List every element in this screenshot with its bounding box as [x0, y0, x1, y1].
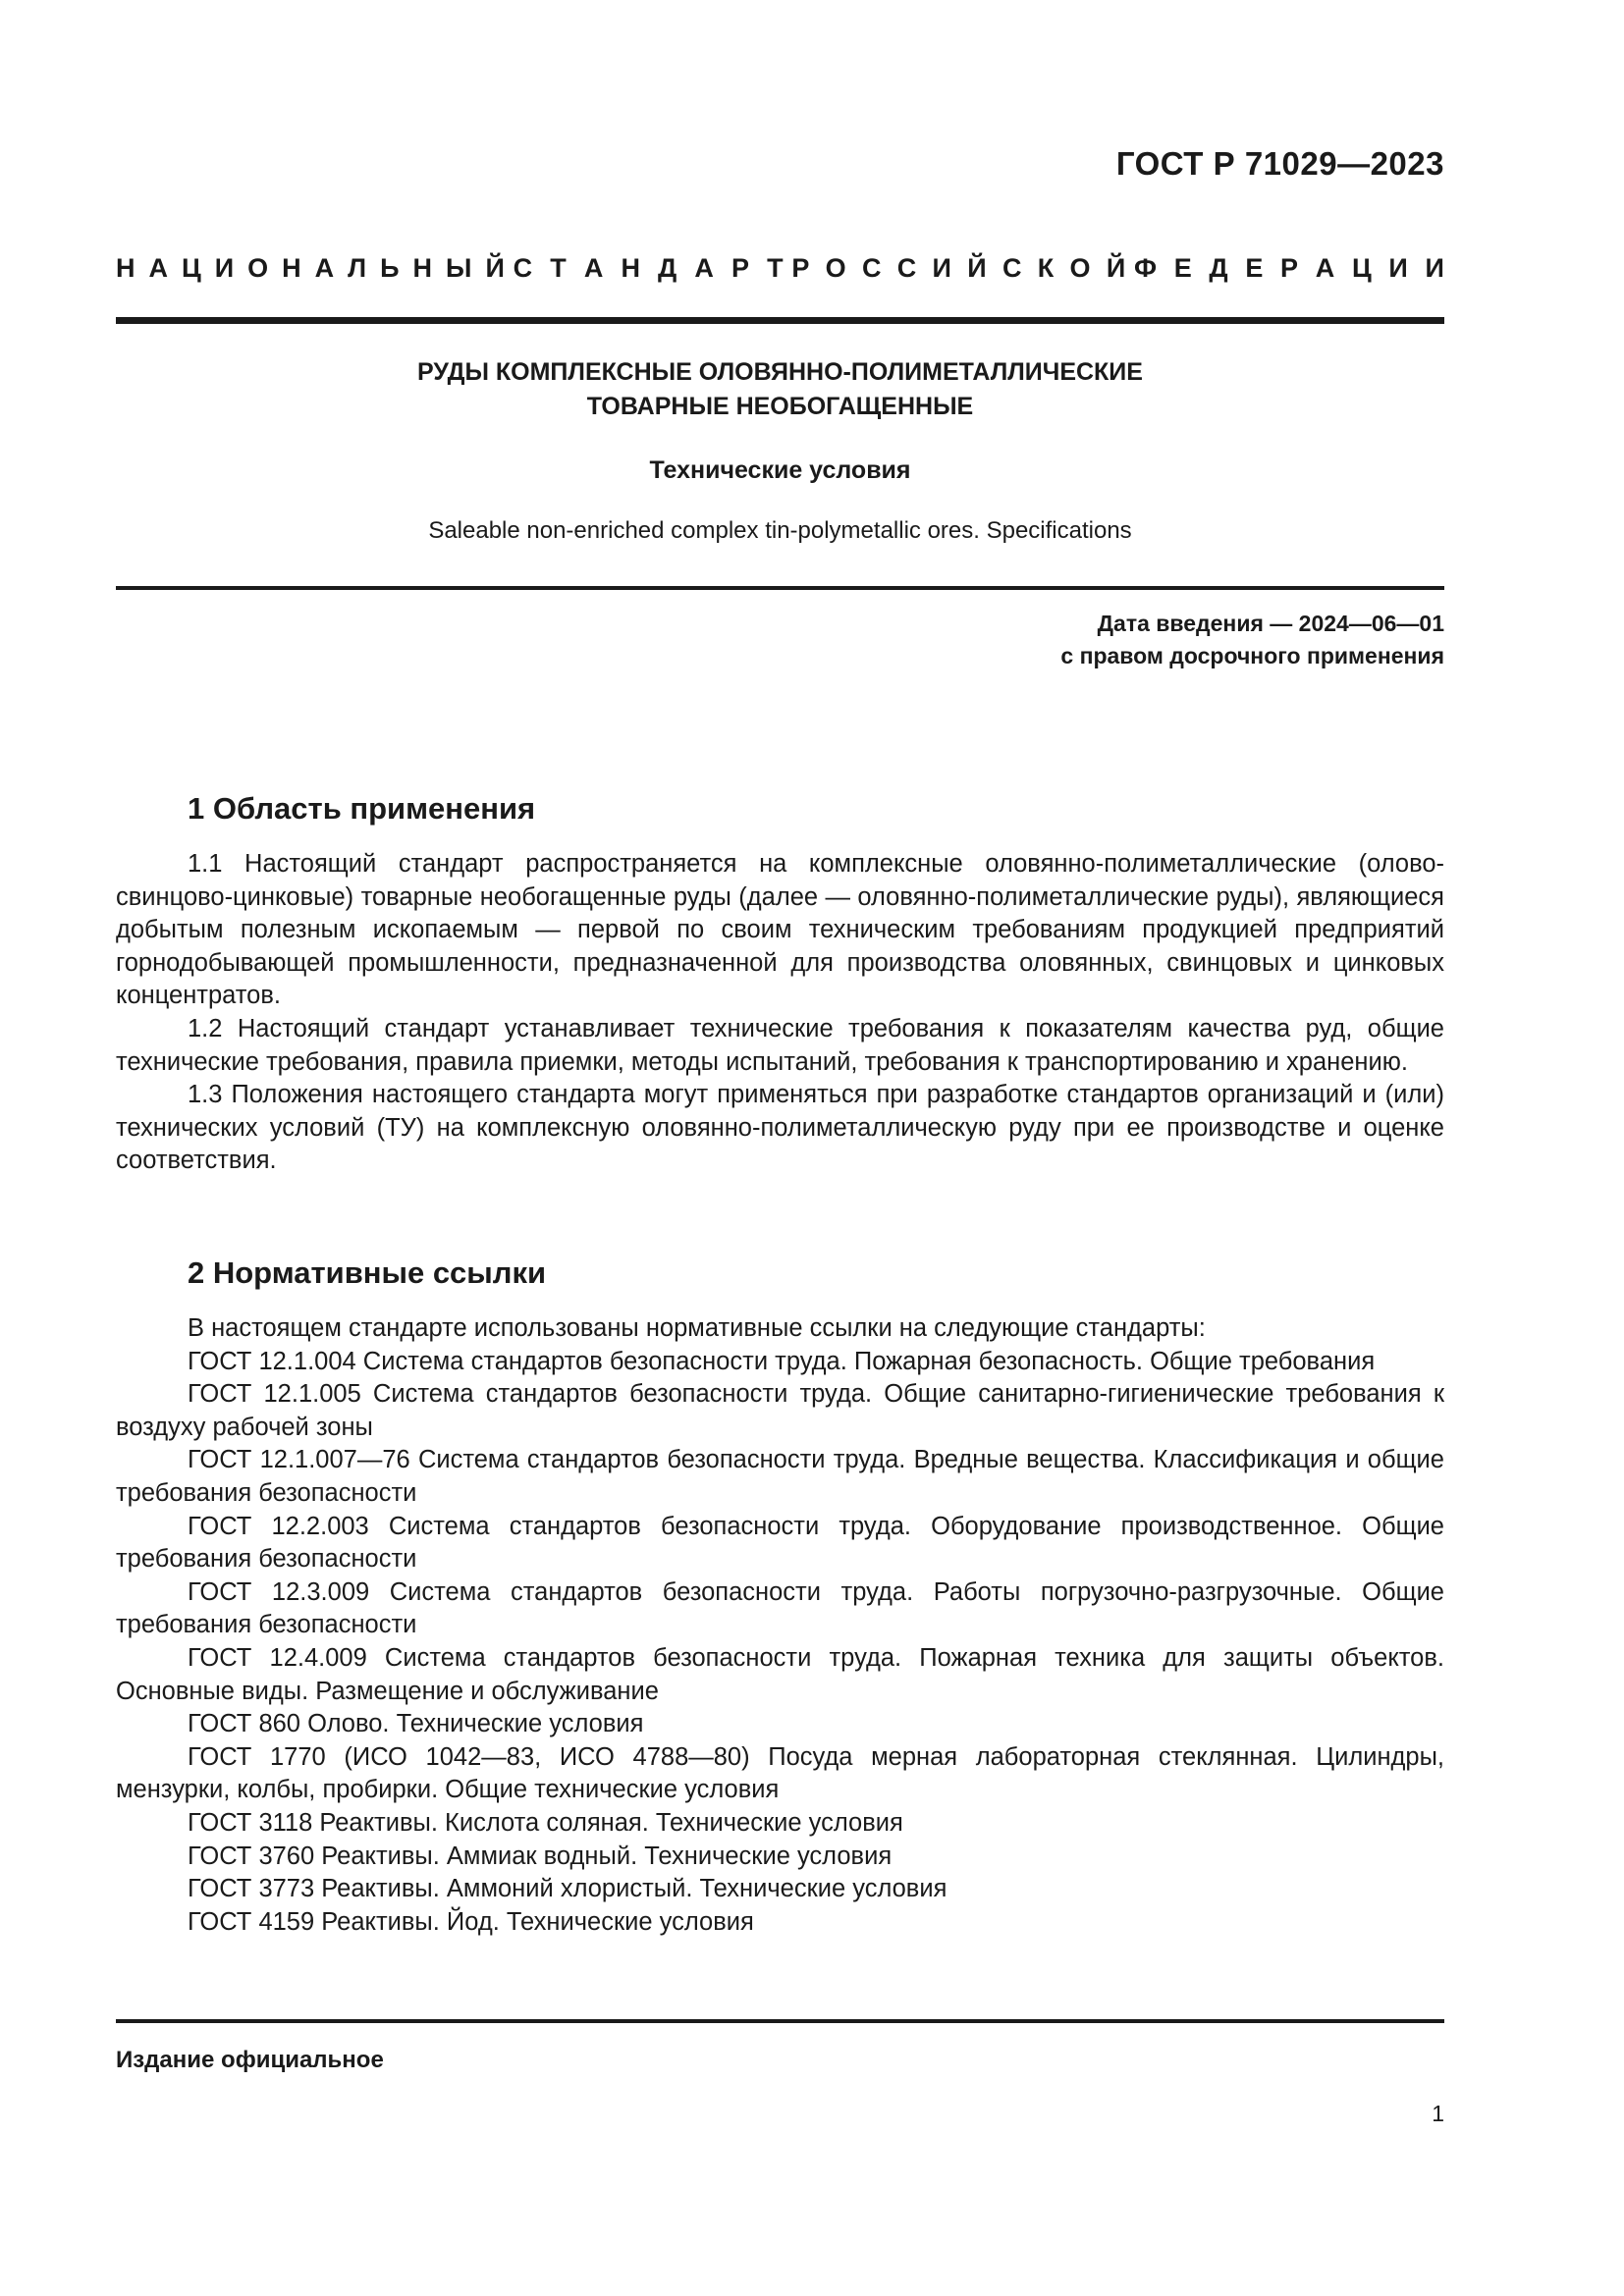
paragraph-1-2: 1.2 Настоящий стандарт устанавливает технические требования к показателям качества руд, общие технические требования, правила приемки, методы испытаний, требования к транспортированию и хранению. [116, 1014, 1444, 1076]
footer-divider [116, 2019, 1444, 2023]
document-subtitle: Технические условия [649, 456, 911, 484]
reference-item: ГОСТ 3760 Реактивы. Аммиак водный. Технические условия [188, 1842, 893, 1870]
title-divider [116, 586, 1444, 590]
national-word-3: Р О С С И Й С К О Й [791, 253, 1126, 283]
reference-item: ГОСТ 3773 Реактивы. Аммоний хлористый. Технические условия [188, 1875, 947, 1903]
official-edition-label: Издание официальное [116, 2047, 384, 2073]
top-divider [116, 317, 1444, 324]
reference-item: ГОСТ 12.1.005 Система стандартов безопасности труда. Общие санитарно-гигиенические требования к воздуху рабочей зоны [116, 1380, 1444, 1441]
title-line-2: ТОВАРНЫЕ НЕОБОГАЩЕННЫЕ [586, 393, 974, 420]
reference-item: ГОСТ 3118 Реактивы. Кислота соляная. Технические условия [188, 1808, 903, 1837]
reference-item: ГОСТ 12.1.004 Система стандартов безопасности труда. Пожарная безопасность. Общие требования [188, 1347, 1376, 1375]
national-word-4: Ф Е Д Е Р А Ц И И [1133, 253, 1444, 283]
reference-item: ГОСТ 860 Олово. Технические условия [188, 1710, 644, 1738]
reference-item: ГОСТ 1770 (ИСО 1042—83, ИСО 4788—80) Посуда мерная лабораторная стеклянная. Цилиндры, мензурки, колбы, пробирки. Общие технические условия [116, 1742, 1444, 1804]
section-2-heading: 2 Нормативные ссылки [188, 1255, 547, 1290]
references-intro: В настоящем стандарте использованы нормативные ссылки на следующие стандарты: [188, 1314, 1206, 1342]
document-title [116, 355, 1444, 424]
title-line-1: РУДЫ КОМПЛЕКСНЫЕ ОЛОВЯННО-ПОЛИМЕТАЛЛИЧЕСКИЕ [417, 358, 1143, 386]
reference-item: ГОСТ 4159 Реактивы. Йод. Технические условия [188, 1907, 754, 1936]
national-standard-heading [116, 253, 1444, 284]
early-application-line: с правом досрочного применения [1060, 643, 1444, 668]
page-number: 1 [1432, 2101, 1444, 2126]
national-word-2: С Т А Н Д А Р Т [513, 253, 784, 283]
reference-item: ГОСТ 12.4.009 Система стандартов безопасности труда. Пожарная техника для защиты объектов. Основные виды. Размещение и обслуживание [116, 1643, 1444, 1705]
section-1-body [116, 848, 1444, 1178]
section-2-body [116, 1312, 1444, 1939]
paragraph-1-1: 1.1 Настоящий стандарт распространяется на комплексные оловянно-полиметаллические (олово-свинцово-цинковые) товарные необогащенные руды (далее — оловянно-полиметаллические руды), являющиеся добытым полезным ископаемым — первой по своим техническим требованиям продукцией предприятий горнодобывающей промышленности, предназначенной для производства оловянных, свинцовых и цинковых концентратов. [116, 850, 1444, 1010]
paragraph-1-3: 1.3 Положения настоящего стандарта могут применяться при разработке стандартов организаций и (или) технических условий (ТУ) на комплексную оловянно-полиметаллическую руду при ее производстве и оценке соответствия. [116, 1081, 1444, 1175]
national-word-1: Н А Ц И О Н А Л Ь Н Ы Й [116, 253, 505, 283]
introduction-date [1060, 608, 1444, 672]
gost-number: ГОСТ Р 71029—2023 [1115, 145, 1444, 182]
reference-item: ГОСТ 12.3.009 Система стандартов безопасности труда. Работы погрузочно-разгрузочные. Общие требования безопасности [116, 1577, 1444, 1639]
english-title: Saleable non-enriched complex tin-polymetallic ores. Specifications [428, 517, 1132, 544]
section-1-heading: 1 Область применения [188, 791, 536, 826]
intro-date-line: Дата введения — 2024—06—01 [1097, 611, 1444, 636]
reference-item: ГОСТ 12.2.003 Система стандартов безопасности труда. Оборудование производственное. Общие требования безопасности [116, 1512, 1444, 1574]
reference-item: ГОСТ 12.1.007—76 Система стандартов безопасности труда. Вредные вещества. Классификация и общие требования безопасности [116, 1446, 1444, 1507]
